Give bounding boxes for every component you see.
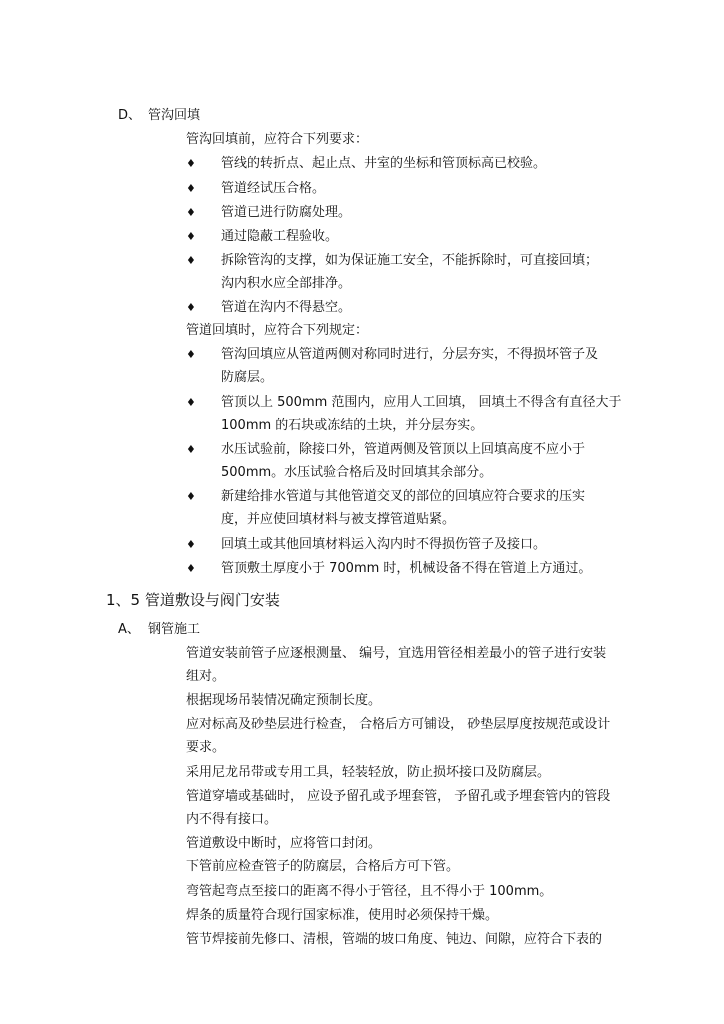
list-item-continuation: 500mm。水压试验合格后及时回填其余部分。	[221, 465, 493, 480]
bullet-icon: ♦	[186, 348, 196, 361]
bullet-icon: ♦	[186, 206, 196, 219]
list-item: 通过隐蔽工程验收。	[221, 229, 339, 244]
list-item: 管沟回填应从管道两侧对称同时进行，分层夯实，不得损坏管子及	[221, 347, 599, 362]
list-item-continuation: 度，并应使回填材料与被支撑管道贴紧。	[221, 512, 456, 527]
list-item-continuation: 防腐层。	[221, 370, 274, 385]
bullet-icon: ♦	[186, 254, 196, 267]
list-item: 新建给排水管道与其他管道交叉的部位的回填应符合要求的压实	[221, 489, 586, 504]
list-item-continuation: 沟内积水应全部排净。	[221, 276, 352, 291]
list-item: 管道已进行防腐处理。	[221, 205, 352, 220]
paragraph-continuation: 要求。	[186, 740, 226, 755]
bullet-icon: ♦	[186, 396, 196, 409]
bullet-icon: ♦	[186, 230, 196, 243]
paragraph: 应对标高及砂垫层进行检查， 合格后方可铺设， 砂垫层厚度按规范或设计	[186, 717, 611, 732]
paragraph: 管道穿墙或基础时， 应设予留孔或予埋套管， 予留孔或予埋套管内的管段	[186, 789, 611, 804]
paragraph-continuation: 组对。	[186, 669, 226, 684]
paragraph: 弯管起弯点至接口的距离不得小于管径，且不得小于 100mm。	[186, 884, 553, 899]
list-item: 管线的转折点、起止点、井室的坐标和管顶标高已校验。	[221, 156, 547, 171]
bullet-icon: ♦	[186, 443, 196, 456]
section-d-intro-1: 管沟回填前，应符合下列要求：	[186, 132, 369, 147]
list-item: 管顶以上 500mm 范围内，应用人工回填， 回填土不得含有直径大于	[221, 395, 622, 410]
list-item: 回填土或其他回填材料运入沟内时不得损伤管子及接口。	[221, 537, 547, 552]
section-d-title: 管沟回填	[148, 108, 201, 123]
list-item: 管顶敷土厚度小于 700mm 时，机械设备不得在管道上方通过。	[221, 561, 592, 576]
paragraph: 根据现场吊装情况确定预制长度。	[186, 693, 382, 708]
list-item-continuation: 100mm 的石块或冻结的土块，并分层夯实。	[221, 418, 484, 433]
paragraph: 焊条的质量符合现行国家标准，使用时必须保持干燥。	[186, 908, 499, 923]
section-a-label: A、	[118, 622, 140, 637]
list-item: 管道经试压合格。	[221, 181, 326, 196]
list-item: 拆除管沟的支撑，如为保证施工安全，不能拆除时，可直接回填；	[221, 253, 599, 268]
bullet-icon: ♦	[186, 157, 196, 170]
paragraph: 采用尼龙吊带或专用工具，轻装轻放，防止损坏接口及防腐层。	[186, 765, 551, 780]
section-d-label: D、	[118, 108, 142, 123]
bullet-icon: ♦	[186, 490, 196, 503]
bullet-icon: ♦	[186, 301, 196, 314]
paragraph: 管道敷设中断时，应将管口封闭。	[186, 836, 382, 851]
section-heading: 1、5 管道敷设与阀门安装	[106, 591, 280, 609]
paragraph: 管节焊接前先修口、清根，管端的坡口角度、钝边、间隙，应符合下表的	[186, 932, 603, 947]
paragraph: 下管前应检查管子的防腐层，合格后方可下管。	[186, 859, 460, 874]
section-d-intro-2: 管道回填时，应符合下列规定：	[186, 323, 369, 338]
paragraph: 管道安装前管子应逐根测量、 编号，宜选用管径相差最小的管子进行安装	[186, 646, 607, 661]
section-a-title: 钢管施工	[148, 622, 201, 637]
list-item: 水压试验前，除接口外，管道两侧及管顶以上回填高度不应小于	[221, 442, 586, 457]
list-item: 管道在沟内不得悬空。	[221, 300, 352, 315]
paragraph-continuation: 内不得有接口。	[186, 812, 278, 827]
bullet-icon: ♦	[186, 538, 196, 551]
bullet-icon: ♦	[186, 562, 196, 575]
bullet-icon: ♦	[186, 182, 196, 195]
